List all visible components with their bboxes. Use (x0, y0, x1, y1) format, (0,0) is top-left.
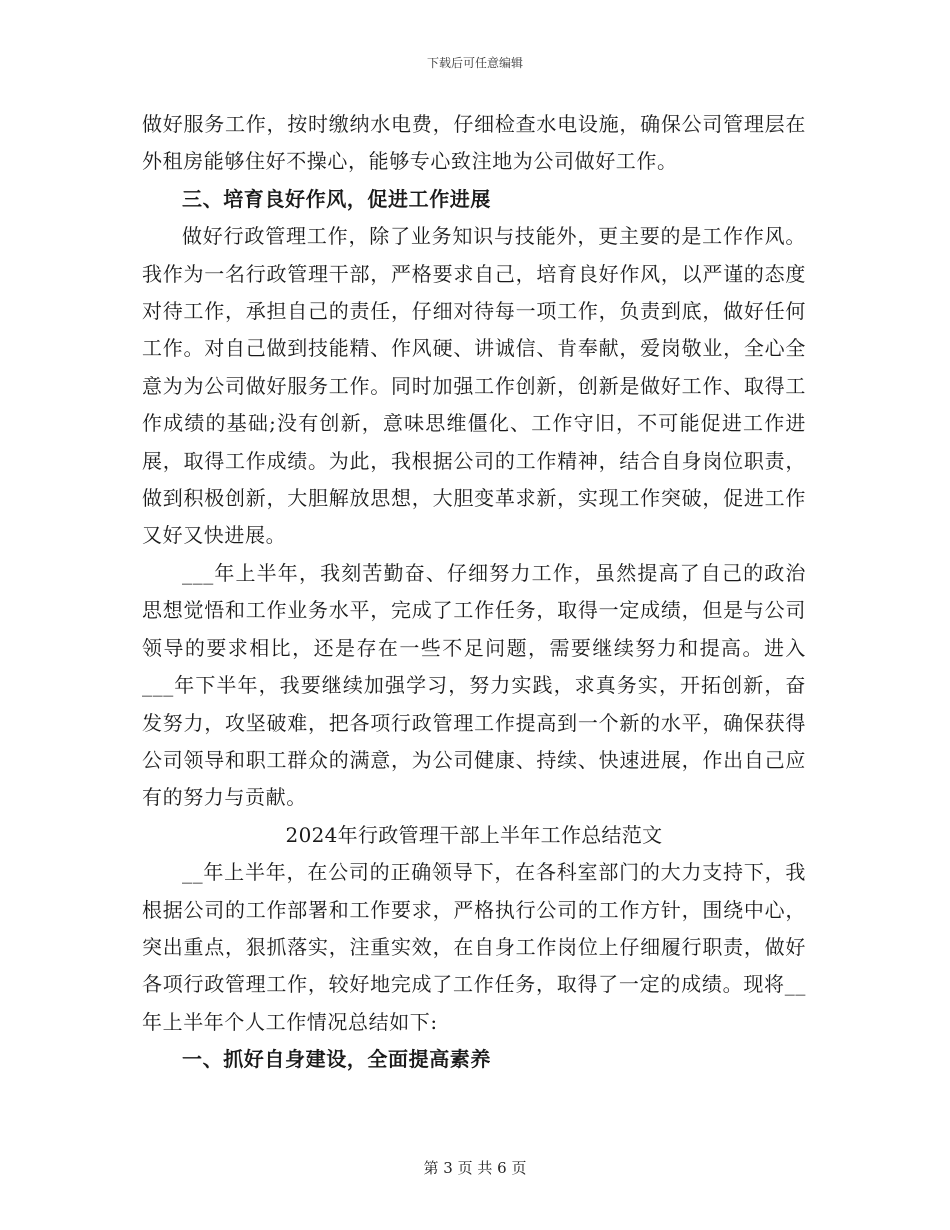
paragraph-continued: 做好服务工作，按时缴纳水电费，仔细检查水电设施，确保公司管理层在外租房能够住好不操心，能够专心致注地为公司做好工作。 (142, 112, 806, 174)
page-number: 第 3 页 共 6 页 (423, 1159, 527, 1177)
section-heading-3: 三、培育良好作风，促进工作进展 (182, 186, 491, 211)
paragraph-intro: __年上半年，在公司的正确领导下，在各科室部门的大力支持下，我根据公司的工作部署和工作要求，严格执行公司的工作方针，围绕中心，突出重点，狠抓落实，注重实效，在自身工作岗位上仔细履行职责，做好各项行政管理工作，较好地完成了工作任务，取得了一定的成绩。现将__年上半年个人工作情况总结如下: (142, 860, 806, 1034)
page-header: 下载后可任意编辑 (426, 56, 523, 70)
paragraph-work-style: 做好行政管理工作，除了业务知识与技能外，更主要的是工作作风。我作为一名行政管理干部，严格要求自己，培育良好作风，以严谨的态度对待工作，承担自己的责任，仔细对待每一项工作，负责到底，做好任何工作。对自己做到技能精、作风硬、讲诚信、肯奉献，爱岗敬业，全心全意为为公司做好服务工作。同时加强工作创新，创新是做好工作、取得工作成绩的基础;没有创新，意味思维僵化、工作守旧，不可能促进工作进展，取得工作成绩。为此，我根据公司的工作精神，结合自身岗位职责，做到积极创新，大胆解放思想，大胆变革求新，实现工作突破，促进工作又好又快进展。 (142, 224, 806, 548)
section-heading-1: 一、抓好自身建设，全面提高素养 (182, 1047, 491, 1072)
document-title: 2024年行政管理干部上半年工作总结范文 (285, 822, 663, 847)
paragraph-outlook: ___年上半年，我刻苦勤奋、仔细努力工作，虽然提高了自己的政治思想觉悟和工作业务水平，完成了工作任务，取得一定成绩，但是与公司领导的要求相比，还是存在一些不足问题，需要继续努力和提高。进入___年下半年，我要继续加强学习，努力实践，求真务实，开拓创新，奋发努力，攻坚破难，把各项行政管理工作提高到一个新的水平，确保获得公司领导和职工群众的满意，为公司健康、持续、快速进展，作出自己应有的努力与贡献。 (142, 560, 806, 810)
document-body (142, 106, 806, 1079)
